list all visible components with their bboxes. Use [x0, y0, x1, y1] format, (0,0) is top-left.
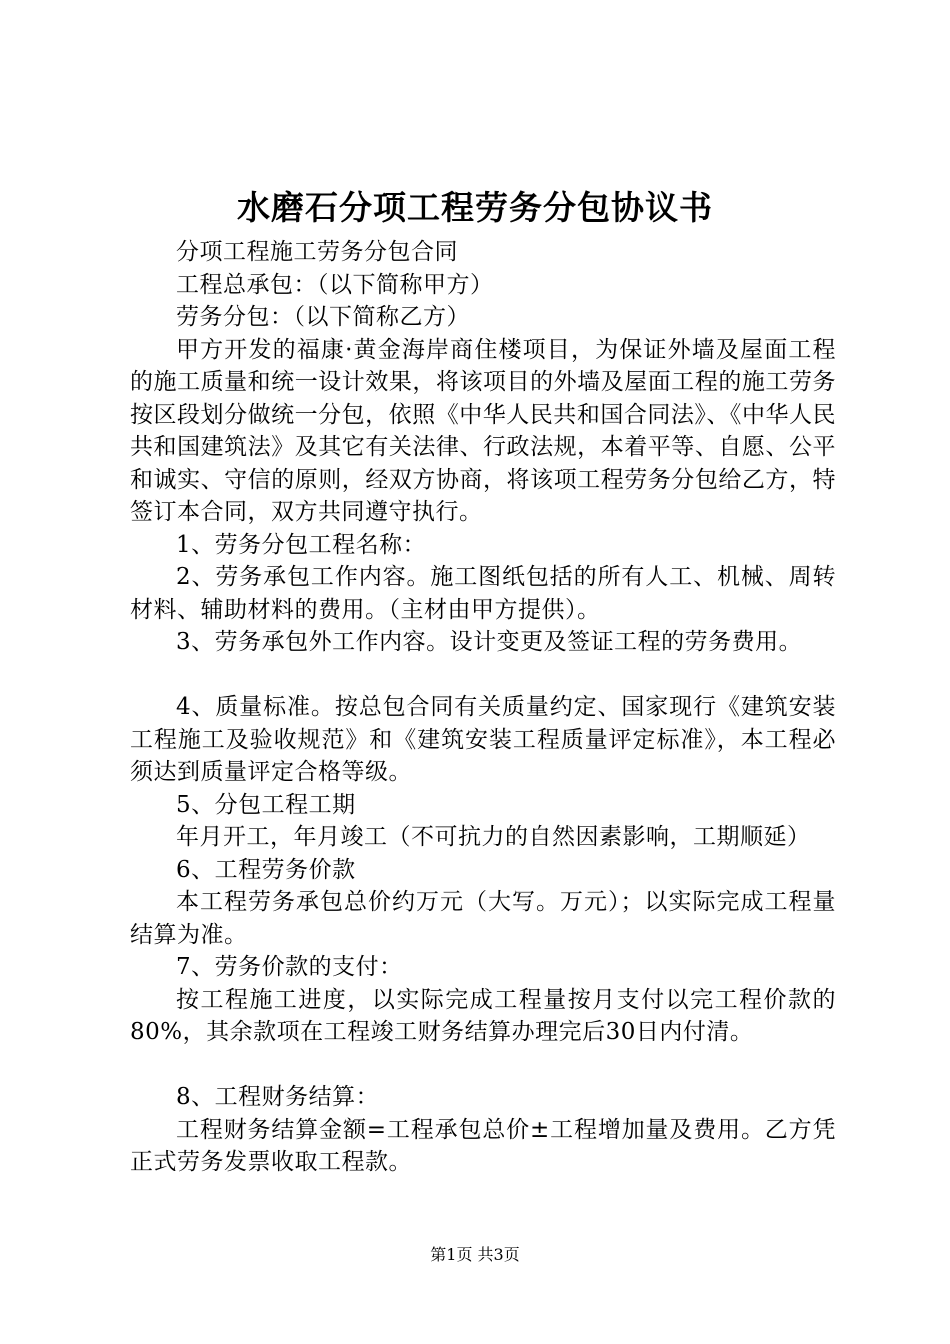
clause-4-quality: 4、质量标准。按总包合同有关质量约定、国家现行《建筑安装工程施工及验收规范》和《建筑安装工程质量评定标准》，本工程必须达到质量评定合格等级。	[130, 694, 836, 785]
clause-8-heading: 8、工程财务结算：	[176, 1084, 380, 1110]
paragraph-contract-name: 分项工程施工劳务分包合同	[176, 239, 458, 265]
clause-6-heading: 6、工程劳务价款	[176, 856, 356, 883]
clause-6-price: 本工程劳务承包总价约万元（大写。万元）；以实际完成工程量结算为准。	[130, 889, 836, 948]
clause-7-payment: 按工程施工进度，以实际完成工程量按月支付以完工程价款的80%，其余款项在工程竣工财务结算办理完后30日内付清。	[130, 986, 836, 1045]
paragraph-preamble: 甲方开发的福康·黄金海岸商住楼项目，为保证外墙及屋面工程的施工质量和统一设计效果，将该项目的外墙及屋面工程的施工劳务按区段划分做统一分包，依照《中华人民共和国合同法》、《中华人民共和国建筑法》及其它有关法律、行政法规，本着平等、自愿、公平和诚实、守信的原则，经双方协商，将该项工程劳务分包给乙方，特签订本合同，双方共同遵守执行。	[130, 336, 836, 525]
document-body	[130, 236, 836, 1179]
clause-2-scope: 2、劳务承包工作内容。施工图纸包括的所有人工、机械、周转材料、辅助材料的费用。（主材由甲方提供）。	[130, 564, 836, 623]
paragraph-party-b: 劳务分包：（以下简称乙方）	[176, 304, 470, 330]
blank-line	[130, 659, 836, 692]
clause-7-heading: 7、劳务价款的支付：	[176, 954, 403, 980]
clause-5-heading: 5、分包工程工期	[176, 791, 356, 818]
clause-5-schedule: 年月开工，年月竣工（不可抗力的自然因素影响，工期顺延）	[176, 824, 811, 850]
clause-8-settlement: 工程财务结算金额=工程承包总价±工程增加量及费用。乙方凭正式劳务发票收取工程款。	[130, 1116, 836, 1175]
paragraph-party-a: 工程总承包：（以下简称甲方）	[176, 271, 494, 298]
document-title: 水磨石分项工程劳务分包协议书	[237, 188, 713, 227]
blank-line	[130, 1049, 836, 1082]
page-number: 第1页 共3页	[430, 1245, 520, 1264]
clause-1-project-name: 1、劳务分包工程名称：	[176, 531, 427, 558]
clause-3-excluded-scope: 3、劳务承包外工作内容。设计变更及签证工程的劳务费用。	[176, 629, 803, 655]
